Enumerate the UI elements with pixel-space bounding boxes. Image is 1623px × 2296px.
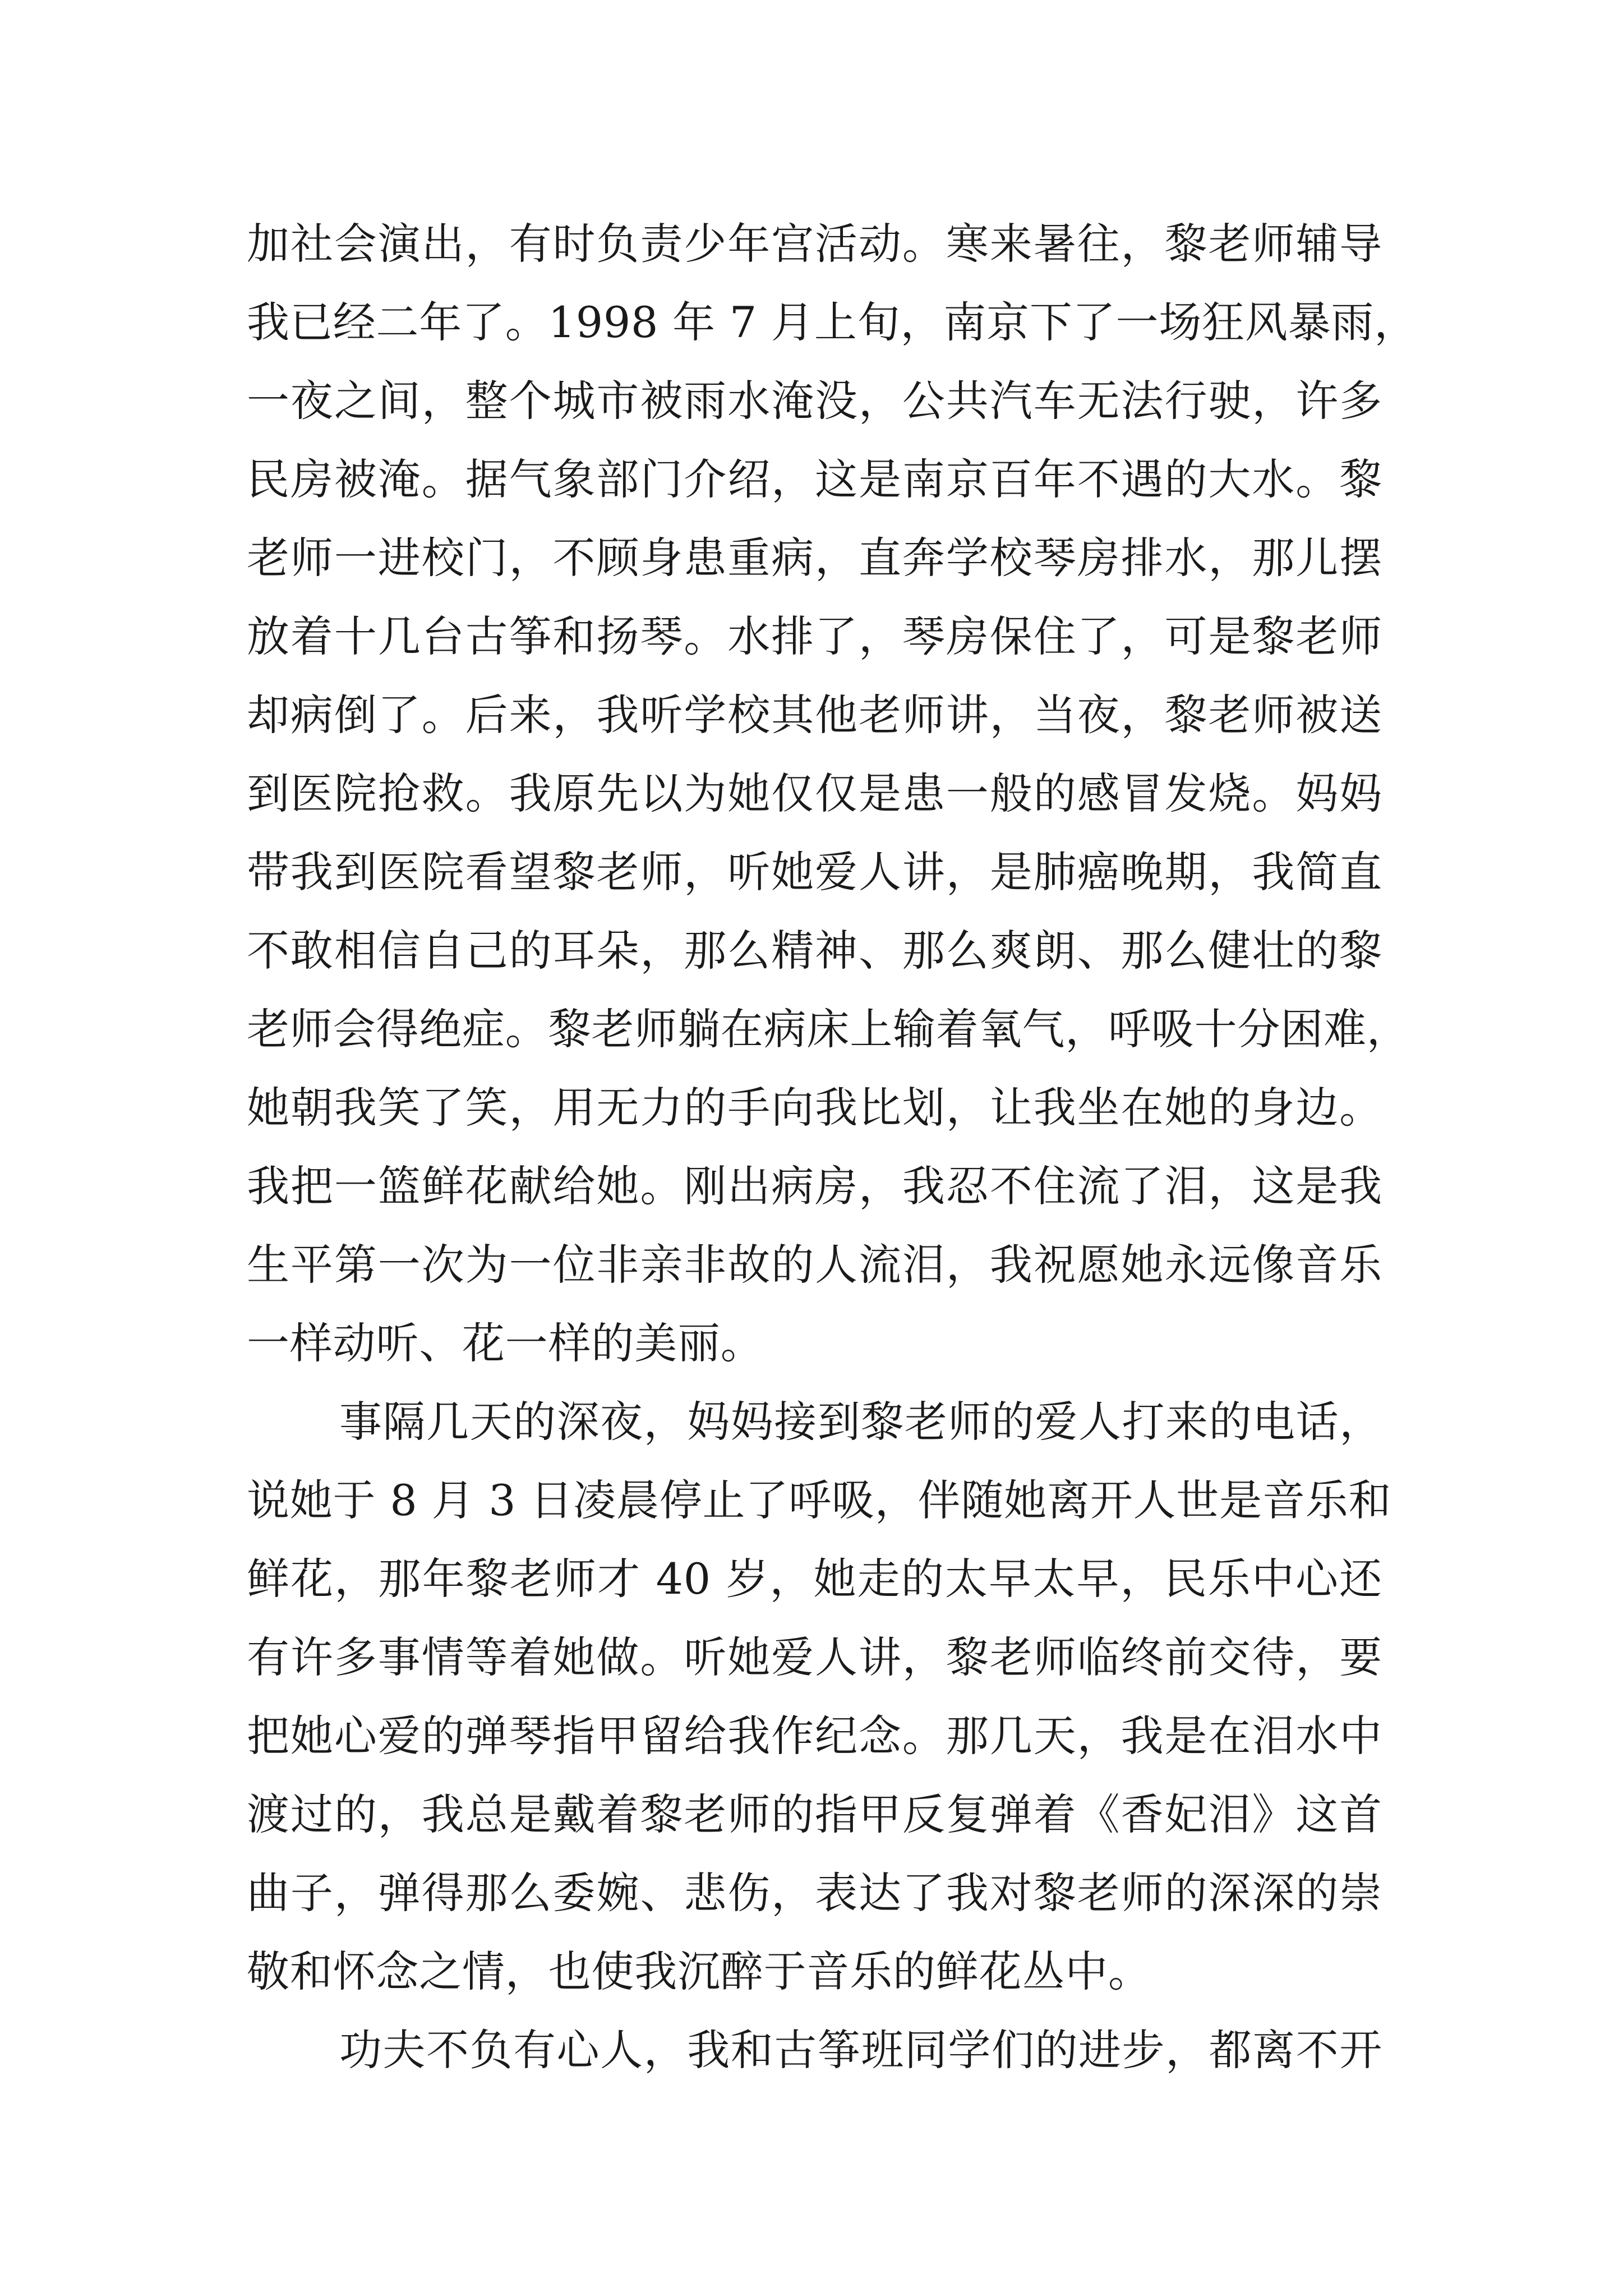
text-line: 却病倒了。后来，我听学校其他老师讲，当夜，黎老师被送	[247, 690, 1382, 740]
text-line: 民房被淹。据气象部门介绍，这是南京百年不遇的大水。黎	[247, 454, 1382, 504]
text-line: 加社会演出，有时负责少年宫活动。寒来暑往，黎老师辅导	[247, 219, 1382, 269]
text-line: 带我到医院看望黎老师，听她爱人讲，是肺癌晚期，我简直	[247, 847, 1382, 897]
text-line: 我把一篮鲜花献给她。刚出病房，我忍不住流了泪，这是我	[247, 1161, 1382, 1211]
text-line: 不敢相信自己的耳朵，那么精神、那么爽朗、那么健壮的黎	[247, 926, 1382, 976]
text-line: 鲜花，那年黎老师才 40 岁，她走的太早太早，民乐中心还	[247, 1554, 1382, 1604]
paragraph-end-line: 一样动听、花一样的美丽。	[247, 1318, 764, 1368]
text-line: 一夜之间，整个城市被雨水淹没，公共汽车无法行驶，许多	[247, 376, 1382, 426]
text-line: 把她心爱的弹琴指甲留给我作纪念。那几天，我是在泪水中	[247, 1711, 1382, 1761]
text-line: 有许多事情等着她做。听她爱人讲，黎老师临终前交待，要	[247, 1632, 1382, 1682]
text-line: 她朝我笑了笑，用无力的手向我比划，让我坐在她的身边。	[247, 1083, 1382, 1133]
paragraph-start-line: 功夫不负有心人，我和古筝班同学们的进步，都离不开	[339, 2025, 1382, 2075]
text-line: 渡过的，我总是戴着黎老师的指甲反复弹着《香妃泪》这首	[247, 1789, 1382, 1839]
text-line: 我已经二年了。1998 年 7 月上旬，南京下了一场狂风暴雨，	[247, 297, 1418, 347]
body-text	[247, 205, 1418, 2090]
paragraph-start-line: 事隔几天的深夜，妈妈接到黎老师的爱人打来的电话，	[339, 1397, 1382, 1447]
paragraph-end-line: 敬和怀念之情，也使我沉醉于音乐的鲜花丛中。	[247, 1947, 1151, 1996]
text-line: 生平第一次为一位非亲非故的人流泪，我祝愿她永远像音乐	[247, 1240, 1382, 1290]
text-line: 老师一进校门，不顾身患重病，直奔学校琴房排水，那儿摆	[247, 533, 1382, 583]
text-line: 曲子，弹得那么委婉、悲伤，表达了我对黎老师的深深的崇	[247, 1868, 1382, 1918]
text-line: 说她于 8 月 3 日凌晨停止了呼吸，伴随她离开人世是音乐和	[247, 1475, 1392, 1525]
text-line: 到医院抢救。我原先以为她仅仅是患一般的感冒发烧。妈妈	[247, 769, 1382, 818]
text-line: 放着十几台古筝和扬琴。水排了，琴房保住了，可是黎老师	[247, 611, 1382, 661]
text-line: 老师会得绝症。黎老师躺在病床上输着氧气，呼吸十分困难，	[247, 1004, 1410, 1054]
